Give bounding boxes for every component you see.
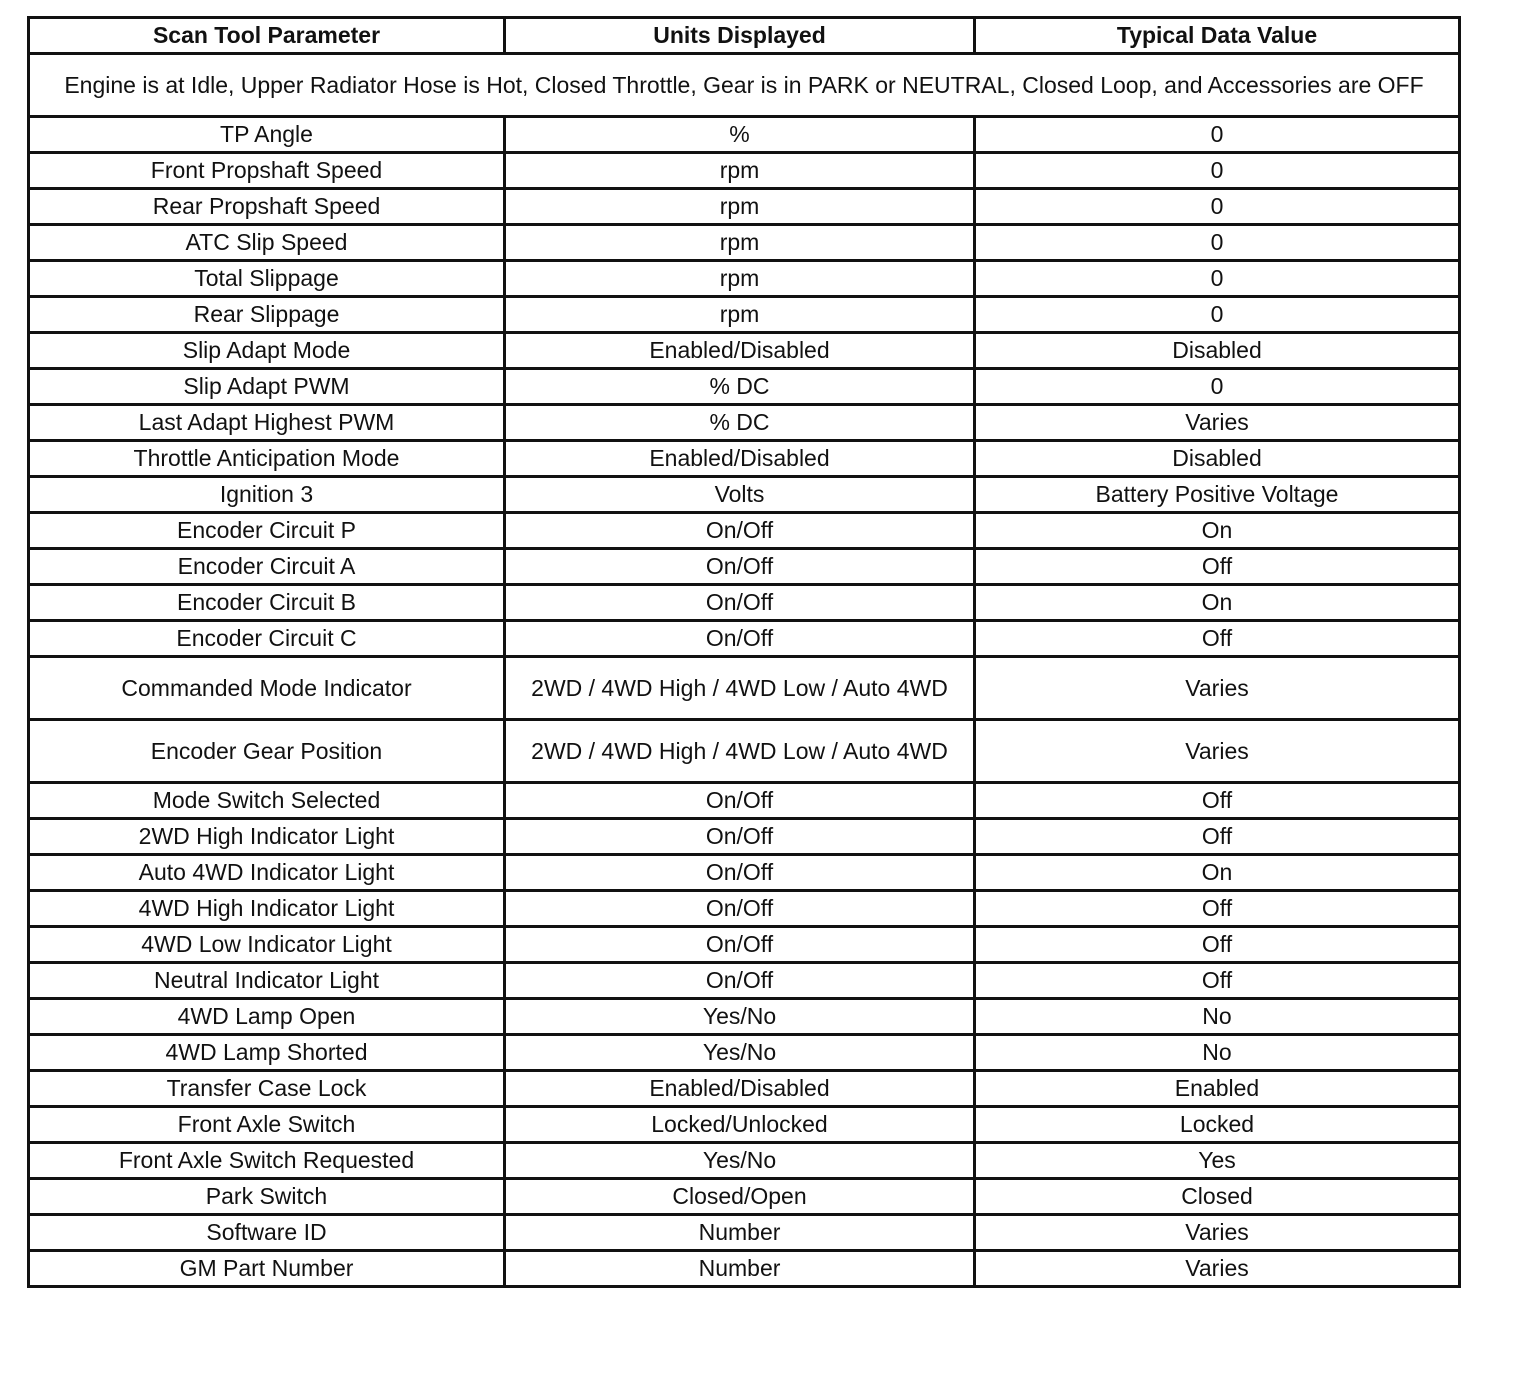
parameter-cell: Front Axle Switch Requested: [29, 1143, 505, 1179]
units-cell: Closed/Open: [505, 1179, 975, 1215]
units-cell: On/Off: [505, 549, 975, 585]
parameter-cell: 4WD High Indicator Light: [29, 891, 505, 927]
table-row: [29, 585, 1460, 621]
parameter-cell: Slip Adapt PWM: [29, 369, 505, 405]
parameter-cell: 2WD High Indicator Light: [29, 819, 505, 855]
table-row: [29, 189, 1460, 225]
typical-value-cell: 0: [975, 369, 1460, 405]
table-row: [29, 405, 1460, 441]
test-condition-text: Engine is at Idle, Upper Radiator Hose is Hot, Closed Throttle, Gear is in PARK or NEUTRAL, Closed Loop, and Accessories are OFF: [29, 54, 1460, 117]
table-row: [29, 117, 1460, 153]
units-cell: On/Off: [505, 819, 975, 855]
typical-value-cell: 0: [975, 225, 1460, 261]
parameter-cell: Commanded Mode Indicator: [29, 657, 505, 720]
typical-value-cell: Battery Positive Voltage: [975, 477, 1460, 513]
typical-value-cell: Varies: [975, 405, 1460, 441]
table-row: [29, 999, 1460, 1035]
typical-value-cell: No: [975, 999, 1460, 1035]
units-cell: %: [505, 117, 975, 153]
parameter-cell: Transfer Case Lock: [29, 1071, 505, 1107]
parameter-cell: ATC Slip Speed: [29, 225, 505, 261]
typical-value-cell: Varies: [975, 1215, 1460, 1251]
table-row: [29, 621, 1460, 657]
typical-value-cell: No: [975, 1035, 1460, 1071]
table-row: [29, 657, 1460, 720]
typical-value-cell: Varies: [975, 720, 1460, 783]
table-row: [29, 819, 1460, 855]
parameter-cell: Slip Adapt Mode: [29, 333, 505, 369]
units-cell: On/Off: [505, 585, 975, 621]
units-cell: Locked/Unlocked: [505, 1107, 975, 1143]
units-cell: On/Off: [505, 927, 975, 963]
parameter-cell: TP Angle: [29, 117, 505, 153]
typical-value-cell: On: [975, 855, 1460, 891]
typical-value-cell: On: [975, 513, 1460, 549]
units-cell: On/Off: [505, 891, 975, 927]
parameter-cell: Encoder Circuit P: [29, 513, 505, 549]
parameter-cell: Software ID: [29, 1215, 505, 1251]
typical-value-cell: Off: [975, 927, 1460, 963]
typical-value-cell: Varies: [975, 1251, 1460, 1287]
units-cell: rpm: [505, 225, 975, 261]
table-row: [29, 261, 1460, 297]
table-row: [29, 1251, 1460, 1287]
table-row: [29, 855, 1460, 891]
units-cell: Yes/No: [505, 1035, 975, 1071]
table-row: [29, 1107, 1460, 1143]
parameter-cell: Last Adapt Highest PWM: [29, 405, 505, 441]
units-cell: Volts: [505, 477, 975, 513]
table-row: [29, 477, 1460, 513]
header-row: [29, 18, 1460, 54]
table-row: [29, 153, 1460, 189]
units-cell: Yes/No: [505, 999, 975, 1035]
units-cell: rpm: [505, 261, 975, 297]
parameter-cell: 4WD Lamp Open: [29, 999, 505, 1035]
parameter-cell: 4WD Low Indicator Light: [29, 927, 505, 963]
table-row: [29, 369, 1460, 405]
condition-row: [29, 54, 1460, 117]
units-cell: rpm: [505, 189, 975, 225]
typical-value-cell: 0: [975, 261, 1460, 297]
parameter-cell: Auto 4WD Indicator Light: [29, 855, 505, 891]
parameter-cell: GM Part Number: [29, 1251, 505, 1287]
units-cell: rpm: [505, 297, 975, 333]
table-row: [29, 513, 1460, 549]
typical-value-cell: Varies: [975, 657, 1460, 720]
scan-tool-data-table: [27, 16, 1461, 1288]
table-row: [29, 333, 1460, 369]
typical-value-cell: Off: [975, 891, 1460, 927]
typical-value-cell: 0: [975, 297, 1460, 333]
units-cell: Enabled/Disabled: [505, 1071, 975, 1107]
parameter-cell: Encoder Circuit B: [29, 585, 505, 621]
units-cell: On/Off: [505, 963, 975, 999]
parameter-cell: Mode Switch Selected: [29, 783, 505, 819]
units-cell: Number: [505, 1251, 975, 1287]
typical-value-cell: 0: [975, 153, 1460, 189]
units-cell: % DC: [505, 405, 975, 441]
typical-value-cell: Closed: [975, 1179, 1460, 1215]
typical-value-cell: 0: [975, 189, 1460, 225]
parameter-cell: Encoder Circuit A: [29, 549, 505, 585]
units-cell: On/Off: [505, 621, 975, 657]
units-cell: Enabled/Disabled: [505, 333, 975, 369]
table-row: [29, 927, 1460, 963]
table-row: [29, 783, 1460, 819]
parameter-cell: 4WD Lamp Shorted: [29, 1035, 505, 1071]
typical-value-cell: 0: [975, 117, 1460, 153]
table-row: [29, 1179, 1460, 1215]
table-row: [29, 891, 1460, 927]
parameter-cell: Neutral Indicator Light: [29, 963, 505, 999]
units-cell: On/Off: [505, 513, 975, 549]
parameter-cell: Encoder Gear Position: [29, 720, 505, 783]
typical-value-cell: Off: [975, 783, 1460, 819]
parameter-cell: Throttle Anticipation Mode: [29, 441, 505, 477]
table-row: [29, 720, 1460, 783]
units-cell: 2WD / 4WD High / 4WD Low / Auto 4WD: [505, 720, 975, 783]
parameter-cell: Total Slippage: [29, 261, 505, 297]
parameter-cell: Ignition 3: [29, 477, 505, 513]
parameter-cell: Rear Propshaft Speed: [29, 189, 505, 225]
typical-value-cell: Locked: [975, 1107, 1460, 1143]
parameter-cell: Front Propshaft Speed: [29, 153, 505, 189]
header-typical-value: Typical Data Value: [975, 18, 1460, 54]
header-units: Units Displayed: [505, 18, 975, 54]
units-cell: On/Off: [505, 855, 975, 891]
parameter-cell: Park Switch: [29, 1179, 505, 1215]
typical-value-cell: On: [975, 585, 1460, 621]
table-row: [29, 1143, 1460, 1179]
typical-value-cell: Yes: [975, 1143, 1460, 1179]
units-cell: rpm: [505, 153, 975, 189]
typical-value-cell: Disabled: [975, 333, 1460, 369]
typical-value-cell: Off: [975, 819, 1460, 855]
units-cell: % DC: [505, 369, 975, 405]
table-row: [29, 1215, 1460, 1251]
units-cell: Number: [505, 1215, 975, 1251]
typical-value-cell: Off: [975, 549, 1460, 585]
table-row: [29, 441, 1460, 477]
typical-value-cell: Disabled: [975, 441, 1460, 477]
table-row: [29, 1071, 1460, 1107]
typical-value-cell: Off: [975, 963, 1460, 999]
table-row: [29, 225, 1460, 261]
units-cell: Enabled/Disabled: [505, 441, 975, 477]
table-row: [29, 549, 1460, 585]
table-row: [29, 963, 1460, 999]
parameter-cell: Front Axle Switch: [29, 1107, 505, 1143]
table-row: [29, 297, 1460, 333]
typical-value-cell: Off: [975, 621, 1460, 657]
typical-value-cell: Enabled: [975, 1071, 1460, 1107]
units-cell: On/Off: [505, 783, 975, 819]
units-cell: Yes/No: [505, 1143, 975, 1179]
header-parameter: Scan Tool Parameter: [29, 18, 505, 54]
parameter-cell: Rear Slippage: [29, 297, 505, 333]
units-cell: 2WD / 4WD High / 4WD Low / Auto 4WD: [505, 657, 975, 720]
parameter-cell: Encoder Circuit C: [29, 621, 505, 657]
table-row: [29, 1035, 1460, 1071]
